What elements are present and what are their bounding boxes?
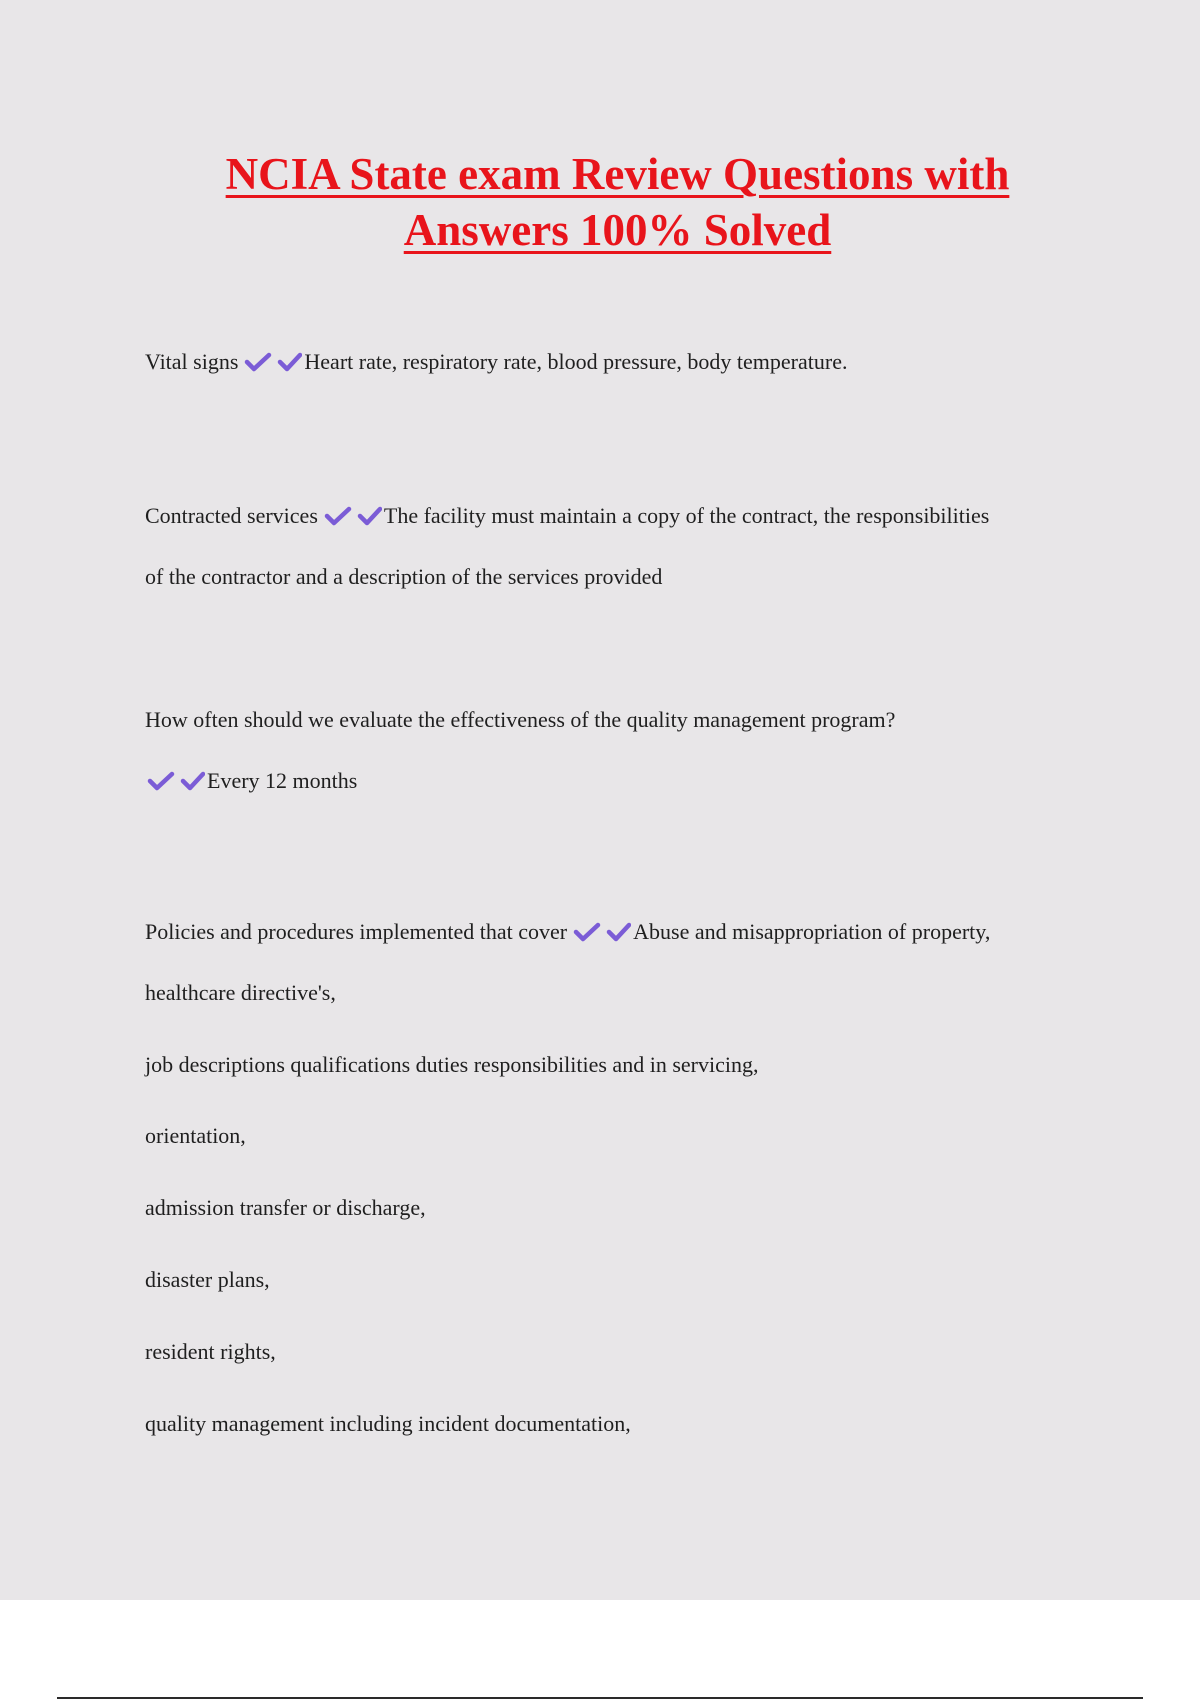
answer-text: The facility must maintain a copy of the contract, the responsibilities	[383, 503, 990, 528]
answer-list-item: resident rights,	[145, 1339, 276, 1364]
double-checkmark-icon	[244, 351, 302, 373]
qa-item-vital-signs	[145, 348, 847, 376]
question-text: How often should we evaluate the effectiveness of the quality management program?	[145, 707, 896, 732]
qa-item-contracted-services	[145, 502, 989, 530]
title-line-2: Answers 100% Solved	[403, 205, 832, 255]
answer-text: Every 12 months	[207, 768, 358, 793]
double-checkmark-icon	[147, 770, 205, 792]
answer-text: Abuse and misappropriation of property,	[633, 919, 991, 944]
double-checkmark-icon	[324, 505, 382, 527]
title-line-1: NCIA State exam Review Questions with	[225, 149, 1010, 199]
answer-continuation: of the contractor and a description of the services provided	[145, 564, 663, 589]
footer-divider	[57, 1697, 1143, 1699]
answer-list-item: job descriptions qualifications duties responsibilities and in servicing,	[145, 1052, 759, 1077]
answer-list-item: quality management including incident documentation,	[145, 1411, 631, 1436]
answer-list-item: orientation,	[145, 1123, 246, 1148]
answer-list-item: healthcare directive's,	[145, 980, 336, 1005]
question-text: Contracted services	[145, 503, 318, 528]
question-text: Policies and procedures implemented that cover	[145, 919, 568, 944]
qa-item-policies	[145, 918, 990, 946]
double-checkmark-icon	[573, 921, 631, 943]
qa-answer-quality-program	[145, 767, 357, 795]
answer-list-item: admission transfer or discharge,	[145, 1195, 426, 1220]
answer-list-item: disaster plans,	[145, 1267, 270, 1292]
answer-text: Heart rate, respiratory rate, blood pressure, body temperature.	[304, 349, 848, 374]
document-title	[0, 146, 1200, 258]
question-text: Vital signs	[145, 349, 239, 374]
